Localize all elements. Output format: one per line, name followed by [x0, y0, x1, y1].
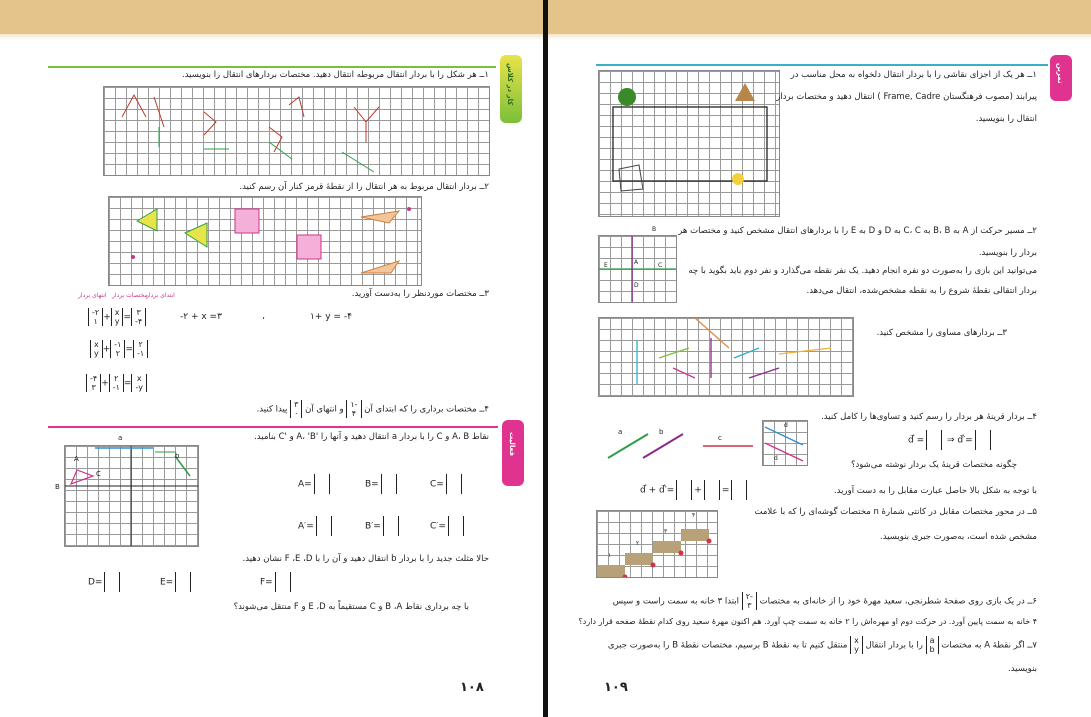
r-q4-label-a: a [618, 428, 623, 436]
r-q4-label-d1: d [784, 422, 788, 429]
q1-shapes [104, 87, 489, 175]
pink-rule [48, 426, 498, 428]
q1-shape-5 [289, 97, 304, 117]
r-q5-num-4: ۴ [692, 512, 696, 519]
q1-shape-3 [204, 112, 216, 135]
q2-shapes [109, 197, 421, 285]
right-page [548, 0, 1091, 717]
r-q3-vec-2 [659, 348, 689, 358]
left-page [0, 0, 543, 717]
r-q6-text-a: ۶ــ در یک بازی روی صفحهٔ شطرنجی، سعید مهرهٔ خود را از خانه‌ای به مختصات [759, 596, 1037, 607]
left-q3: ۳ــ مختصات موردنظر را به‌دست آورید. [351, 289, 489, 299]
left-q4: ۴ــ مختصات برداری را که ابتدای آن -۱ ۴ و انتهای آن ۳ ۰ پیدا کنید. [256, 400, 489, 418]
answer-A[interactable] [298, 474, 332, 494]
r-q1-l1: ۱ــ هر یک از اجزای نقاشی را با بردار انتقال دلخواه به محل مناسب در [790, 70, 1037, 80]
q3-eq2: ۱+ y = -۴ [310, 312, 352, 322]
q1-shape-2 [154, 97, 164, 127]
label-C: C= [430, 479, 444, 490]
label-E: E= [160, 577, 174, 588]
exercise-tab [1050, 55, 1072, 101]
cyan-rule [596, 64, 1048, 66]
r-q2-label-B: B [652, 226, 657, 233]
act-2: حالا مثلث جدید را با بردار b انتقال دهید و آن را با F ،E ،D نشان دهید. [242, 554, 489, 564]
r-q5-marker-2 [651, 563, 656, 568]
top-band-right [548, 0, 1091, 40]
answer-A-prime[interactable] [298, 516, 334, 536]
q3-matrix-eq-1: -۲ ۱ + x y = ۳ -۴ [88, 308, 146, 326]
left-page-number: ۱۰۸ [460, 680, 484, 695]
r-q4-vec-a [608, 434, 648, 458]
r-q1-l3: انتقال را بنویسید. [975, 114, 1037, 124]
q2-triangle-1 [137, 209, 157, 231]
r-q2-l3: می‌توانید این بازی را به‌صورت دو نفره انجام دهید. یک نفر نقطه می‌گذارد و نفر دوم باید بگوید با چه [688, 266, 1037, 276]
label-D: D= [88, 577, 103, 588]
r-q6-text-b: ابتدا ۳ خانه به سمت راست و سپس [612, 596, 740, 607]
r-q7-text-a: ۷ــ اگر نقطهٔ A به مختصات [941, 640, 1037, 651]
q2-square-1 [235, 209, 259, 233]
act-triangle [71, 470, 93, 484]
q3-label-start: ابتدای بردار [146, 292, 175, 299]
q3-label-coord: مختصات بردار [112, 292, 148, 299]
r-q2-label-C: C [658, 262, 663, 269]
r-q4-eq1[interactable] [908, 430, 993, 450]
r-q4-l2: با توجه به شکل بالا حاصل عبارت مقابل را به دست آورید. [833, 486, 1037, 496]
q1-shape-1 [122, 95, 146, 117]
act-label-a-text: a [118, 434, 123, 442]
r-q4-eq1-label: d⃗ = [908, 435, 925, 446]
r-q7-text-c: منتقل کنیم تا به نقطهٔ B برسیم، مختصات نقطهٔ B را به‌صورت جبری [607, 640, 848, 651]
r-q2-label-A: A [634, 259, 639, 266]
label-B-prime: B′= [365, 521, 381, 532]
left-q1: ۱ــ هر شکل را با بردار انتقال مربوطه انتقال دهید. مختصات بردارهای انتقال را بنویسید. [182, 70, 489, 80]
label-A-prime: A′= [298, 521, 314, 532]
answer-D[interactable] [88, 572, 122, 592]
sun-icon [732, 173, 744, 185]
label-B: B= [365, 479, 379, 490]
act-shapes [65, 446, 198, 546]
r-q4-eq2-label: d⃗ + d⃗′= [640, 485, 675, 496]
label-A: A= [298, 479, 312, 490]
left-q1-grid [103, 86, 490, 176]
r-q4-eq2[interactable]: d⃗ + d⃗′= + = [640, 480, 749, 500]
q2-red-dot-2 [407, 207, 411, 211]
r-q5-marker-4 [707, 539, 712, 544]
r-q5-l2: مشخص شده است، به‌صورت جبری بنویسید. [880, 532, 1037, 542]
r-q7-text-b: را با بردار انتقال [865, 640, 923, 651]
act-label-C-text: C [96, 470, 101, 478]
r-q4-vec-d [765, 427, 803, 445]
r-q4-label-d2: d [774, 455, 778, 462]
r-q6-l1: ۶ــ در یک بازی روی صفحهٔ شطرنجی، سعید مهرهٔ خود را از خانه‌ای به مختصات -۲ ۳ ابتدا ۳ خانه به سمت راست و سپس [612, 592, 1037, 610]
r-q5-block-2 [625, 553, 653, 565]
r-q1-drawing [599, 71, 779, 216]
r-q2-l4: بردار انتقالی نقطهٔ شروع را به نقطه مشخص‌شده، انتقال می‌دهد. [806, 286, 1037, 296]
q3-matrix-eq-2: x y + -۱ ۲ = ۲ -۱ [90, 340, 148, 358]
q3-sep: ، [262, 312, 265, 322]
r-q1-grid [598, 70, 780, 217]
r-q4-vectors [603, 420, 763, 465]
q2-triangle-2 [185, 223, 207, 247]
r-q5-grid [596, 510, 718, 578]
exercise-tab-label: تمرین [1056, 63, 1064, 84]
r-q3-vec-5 [734, 348, 759, 358]
r-q1-l2: پیرابند (مصوب فرهنگستان Frame, Cadre ) انتقال دهید و مختصات بردار [776, 92, 1037, 102]
answer-F[interactable] [260, 572, 293, 592]
r-q5-block-4 [681, 529, 709, 541]
r-q5-num-3: ۳ [664, 528, 668, 535]
r-q3-grid [598, 317, 854, 397]
r-q4-eq1b-label: ⇒ d⃗′= [947, 435, 973, 446]
q2-para-1 [361, 211, 399, 223]
q1-shape-6 [354, 107, 379, 122]
r-q6-l2: ۴ خانه به سمت پایین آورد. در حرکت دوم او مهره‌اش را ۲ خانه به سمت چپ آورد. هم اکنون مهرهٔ سعید روی کدام نقطهٔ صفحه قرار دارد؟ [578, 617, 1037, 626]
hut-icon [735, 83, 755, 101]
r-q4-label-b: b [659, 428, 664, 436]
q2-red-dot-1 [131, 255, 135, 259]
r-q4-vec-b [643, 434, 683, 458]
r-q2-label-D: D [634, 282, 639, 289]
q3-eq1: -۲ + x =۳ [180, 312, 222, 322]
activity-tab-label: فعالیت [508, 432, 516, 457]
r-q4-vec-d-prime [765, 443, 803, 461]
r-q2-l2: بردار را بنویسید. [978, 248, 1037, 258]
r-q3: ۳ــ بردارهای مساوی را مشخص کنید. [876, 328, 1007, 338]
q3-label-end: انتهای بردار [78, 292, 107, 299]
label-F: F= [260, 577, 273, 588]
r-q7-l2: بنویسید. [1008, 664, 1037, 674]
r-q2-l1: ۲ــ مسیر حرکت از A به B، B به C، C به D و D به E را با بردارهای انتقال مشخص کنید و مختصات هر [678, 226, 1037, 236]
answer-B-prime[interactable] [365, 516, 401, 536]
top-band [0, 0, 543, 40]
q4-text-b: و انتهای آن [305, 404, 344, 415]
classwork-tab-label: کار در کلاس [506, 63, 514, 106]
r-q3-vectors [599, 318, 853, 396]
act-grid [64, 445, 199, 547]
answer-B[interactable] [365, 474, 399, 494]
r-q5-l1: ۵ــ در محور مختصات مقابل در کانتی شمارهٔ n مختصات گوشه‌ای را که با علامت [754, 507, 1037, 517]
frame-rect [613, 107, 767, 181]
palm-icon [618, 88, 636, 106]
answer-E[interactable] [160, 572, 193, 592]
answer-C-prime[interactable] [430, 516, 466, 536]
r-q3-vec-7 [779, 348, 831, 354]
r-q4: ۴ــ بردار قرینهٔ هر بردار را رسم کنید و تساوی‌ها را کامل کنید. [821, 412, 1037, 422]
r-q2-grid [598, 235, 677, 303]
q1-vec-4 [342, 152, 374, 172]
classwork-tab [500, 55, 522, 123]
q4-text-a: ۴ــ مختصات برداری را که ابتدای آن [364, 404, 489, 415]
q2-para-2 [361, 261, 399, 273]
r-q5-marker-3 [679, 551, 684, 556]
q1-vec-3 [269, 142, 292, 159]
act-label-B-text: B [55, 483, 60, 491]
q2-square-2 [297, 235, 321, 259]
act-1: نقاط A، B و C را با بردار a انتقال دهید و آنها را 'A، 'B و 'C بنامید. [254, 432, 489, 442]
act-3: با چه برداری نقاط B ،A و C مستقیماً به E ،D و F منتقل می‌شوند؟ [233, 602, 469, 612]
q1-shape-4 [269, 127, 282, 152]
r-q3-vec-6 [749, 368, 779, 378]
r-q3-vec-3 [695, 318, 729, 348]
r-q7-l1: ۷ــ اگر نقطهٔ A به مختصات a b را با بردار انتقال x y منتقل کنیم تا به نقطهٔ B برسیم، مختصات نقطهٔ B را به‌صورت جبری [607, 636, 1037, 654]
r-q5-num-2: ۲ [636, 540, 640, 547]
act-label-A-text: A [74, 455, 79, 463]
answer-C[interactable] [430, 474, 464, 494]
r-q5-block-3 [653, 541, 681, 553]
act-label-b-text: b [175, 452, 180, 460]
r-q5-stairs [597, 511, 717, 577]
r-q5-block-1 [597, 565, 625, 577]
r-q5-num-1: ۱ [608, 552, 612, 559]
house-icon [619, 165, 643, 191]
q3-matrix-eq-3: -۴ ۳ + ۲ -۱ = x -y [86, 374, 147, 392]
left-q2-grid [108, 196, 422, 286]
left-q2: ۲ــ بردار انتقال مربوط به هر انتقال را از نقطهٔ قرمز کنار آن رسم کنید. [239, 182, 489, 192]
r-q2-label-E: E [604, 262, 608, 269]
right-page-number: ۱۰۹ [604, 680, 628, 695]
activity-tab [502, 420, 524, 486]
q4-text-c: پیدا کنید. [256, 404, 288, 415]
label-C-prime: C′= [430, 521, 446, 532]
r-q2-drawing [599, 236, 676, 302]
r-q3-vec-8 [673, 368, 695, 378]
r-q4-label-c: c [718, 434, 722, 442]
r-q4-question: چگونه مختصات قرینهٔ یک بردار نوشته می‌شود؟ [850, 460, 1017, 470]
